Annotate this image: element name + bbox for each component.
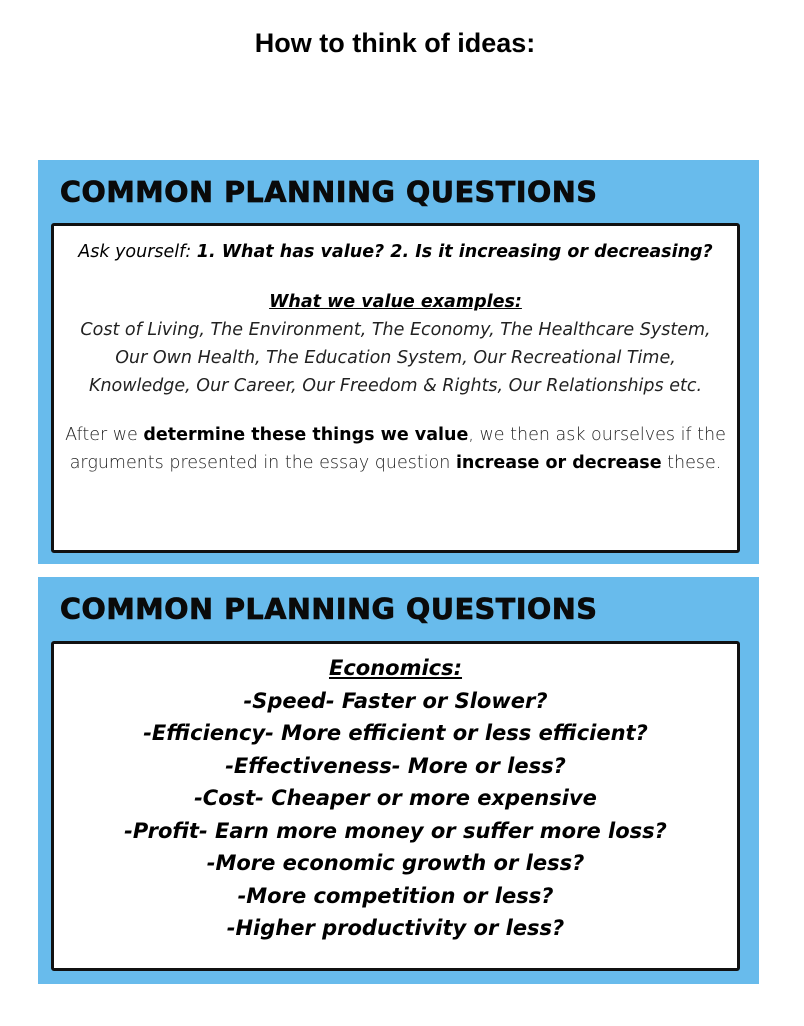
ask-lead: Ask yourself: (78, 242, 197, 262)
examples-text: Cost of Living, The Environment, The Economy, The Healthcare System, Our Own Health, The Education System, Our Recreational Time, Knowledge, Our Career, Our Freedom & Rights, Our Relationships etc. (80, 320, 711, 396)
after-text (56, 421, 736, 477)
list-item: -More competition or less? (237, 883, 554, 908)
ask-yourself-line (54, 238, 737, 266)
after-text-part: After we (65, 425, 144, 445)
list-item: -Effectiveness- More or less? (225, 753, 566, 778)
economics-card (51, 641, 740, 971)
examples-heading: What we value examples: (269, 292, 522, 312)
list-item: -Higher productivity or less? (226, 916, 565, 940)
list-item: -Profit- Earn more money or suffer more loss? (124, 818, 667, 843)
economics-heading: Economics: (328, 656, 463, 680)
list-item: -Speed- Faster or Slower? (243, 688, 548, 713)
planning-questions-panel-economics (38, 577, 759, 984)
list-item: -Cost- Cheaper or more expensive (194, 786, 597, 810)
page-title: How to think of ideas: (254, 28, 536, 58)
after-text-part: , we then ask ourselves if the arguments presented in the essay question (69, 425, 726, 473)
economics-question-list (54, 685, 737, 945)
after-text-emphasis: determine these things we value (143, 425, 469, 445)
list-item: -Efficiency- More efficient or less efficient? (143, 721, 648, 745)
planning-questions-panel-values (38, 160, 759, 564)
list-item: -More economic growth or less? (206, 851, 585, 875)
panel-heading: COMMON PLANNING QUESTIONS (60, 176, 598, 209)
ask-questions: 1. What has value? 2. Is it increasing or decreasing? (196, 242, 713, 262)
values-card (51, 223, 740, 553)
after-text-emphasis: increase or decrease (455, 453, 662, 473)
after-text-part: these. (661, 453, 722, 473)
panel-heading: COMMON PLANNING QUESTIONS (60, 593, 598, 626)
